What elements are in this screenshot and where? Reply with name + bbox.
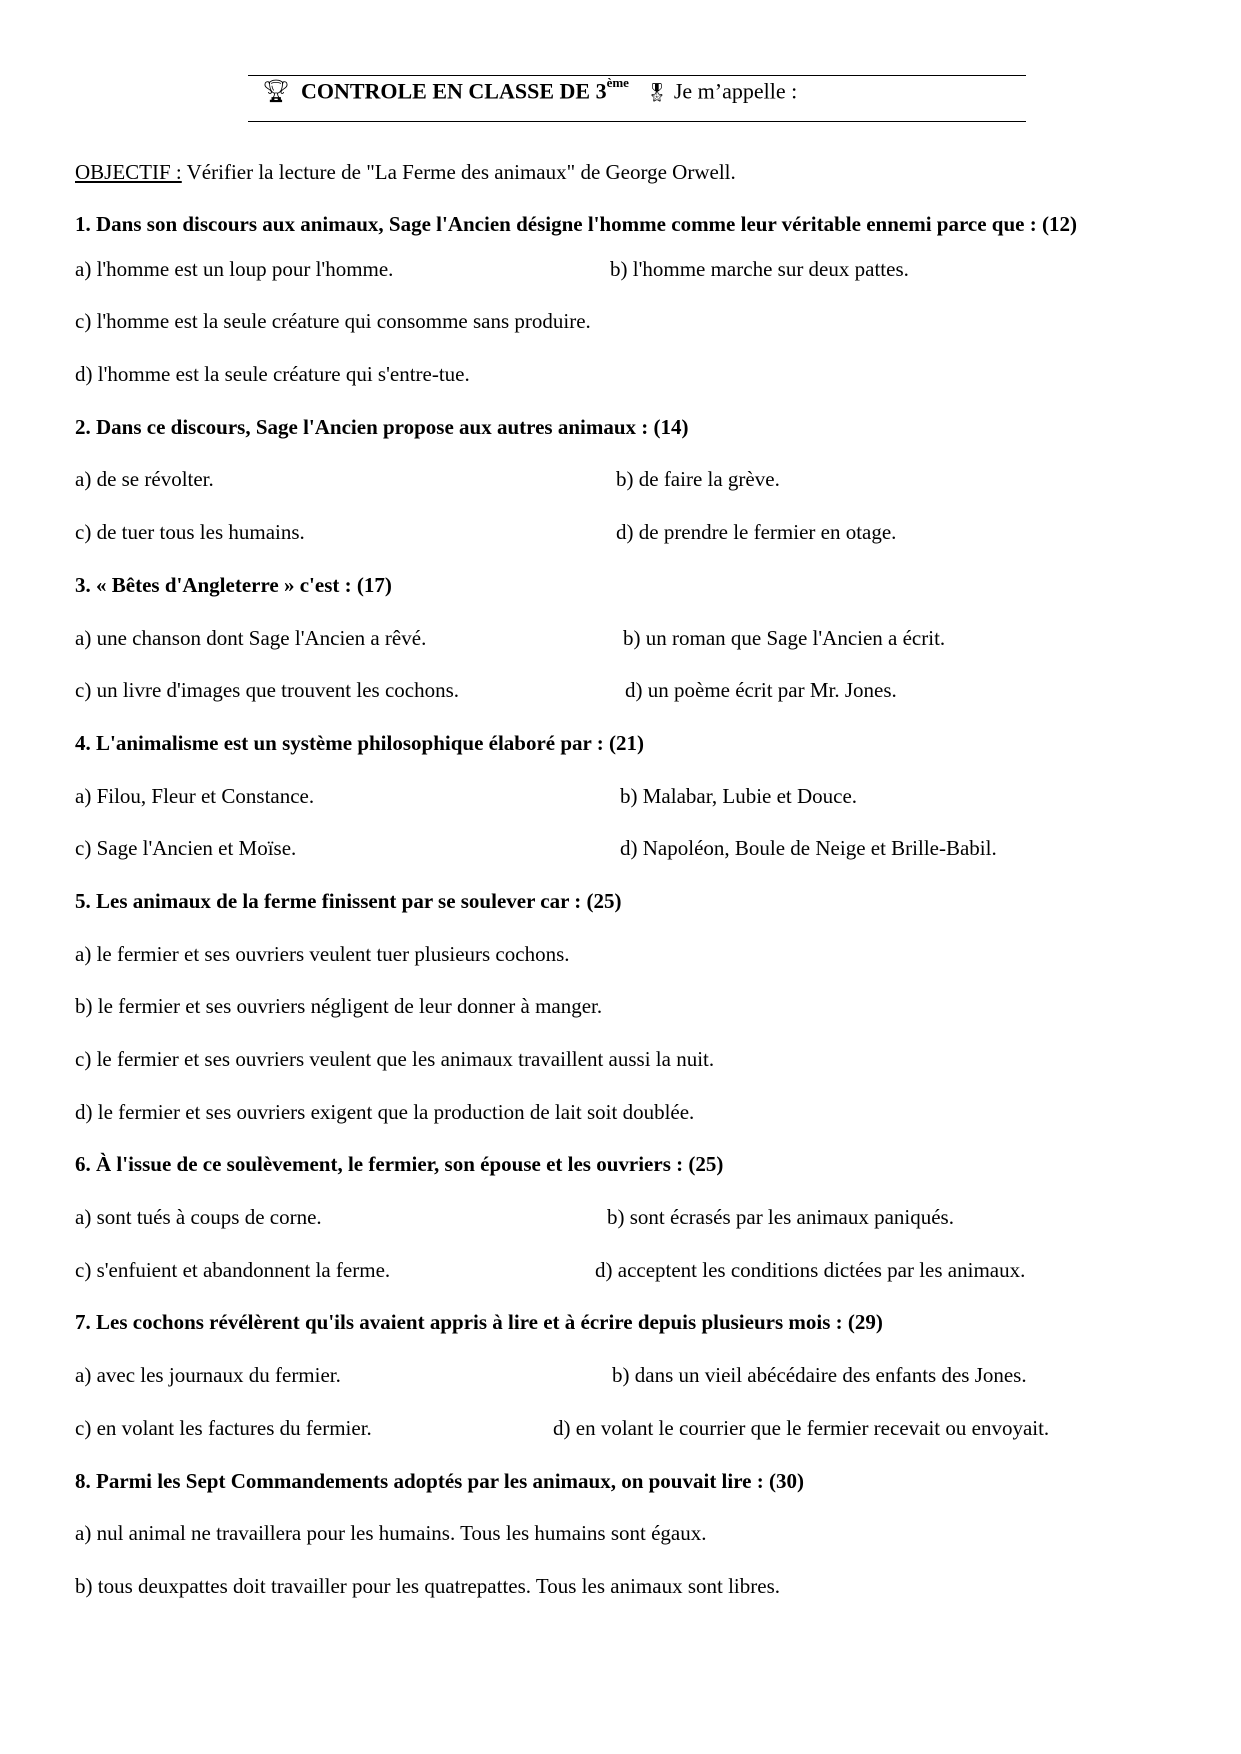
option-b: b) dans un vieil abécédaire des enfants des Jones.: [612, 1363, 1027, 1388]
option-b: b) tous deuxpattes doit travailler pour les quatrepattes. Tous les animaux sont libres.: [75, 1573, 780, 1598]
option-row: [75, 784, 1165, 837]
option-row: [75, 1258, 1165, 1311]
option-b: b) le fermier et ses ouvriers négligent de leur donner à manger.: [75, 994, 603, 1019]
option-c: c) le fermier et ses ouvriers veulent que les animaux travaillent aussi la nuit.: [75, 1047, 715, 1071]
question-5: 5. Les animaux de la ferme finissent par se soulever car : (25): [75, 888, 622, 913]
medal-icon: 🎖︎: [645, 82, 669, 103]
question-6: 6. À l'issue de ce soulèvement, le fermier, son épouse et les ouvriers : (25): [75, 1152, 724, 1177]
question-2: 2. Dans ce discours, Sage l'Ancien propose aux autres animaux : (14): [75, 414, 689, 439]
option-row: [75, 1205, 1165, 1258]
option-row: [75, 467, 1165, 520]
option-a: a) le fermier et ses ouvriers veulent tuer plusieurs cochons.: [75, 941, 570, 966]
exam-content: [75, 160, 1165, 1627]
option-d: d) le fermier et ses ouvriers exigent que la production de lait soit doublée.: [75, 1099, 695, 1124]
option-b: b) l'homme marche sur deux pattes.: [610, 256, 909, 281]
option-b: b) de faire la grève.: [616, 467, 780, 492]
option-b: b) sont écrasés par les animaux paniqués.: [607, 1205, 954, 1230]
header-top-rule: [248, 75, 1026, 76]
option-row: [75, 678, 1165, 731]
option-d: d) acceptent les conditions dictées par les animaux.: [595, 1257, 1026, 1282]
option-c: c) un livre d'images que trouvent les cochons.: [75, 678, 460, 703]
question-3: 3. « Bêtes d'Angleterre » c'est : (17): [75, 572, 392, 597]
header-bottom-rule: [248, 121, 1026, 122]
objective: [75, 160, 1165, 213]
option-row: [75, 257, 1165, 310]
option-c: c) de tuer tous les humains.: [75, 520, 305, 545]
option-a: a) de se révolter.: [75, 467, 214, 492]
option-d: d) l'homme est la seule créature qui s'entre-tue.: [75, 362, 470, 387]
question-8: 8. Parmi les Sept Commandements adoptés par les animaux, on pouvait lire : (30): [75, 1468, 804, 1493]
option-c: c) l'homme est la seule créature qui consomme sans produire.: [75, 309, 591, 334]
option-d: d) de prendre le fermier en otage.: [616, 520, 897, 545]
exam-title: CONTROLE EN CLASSE DE 3: [300, 78, 607, 104]
option-row: [75, 520, 1165, 573]
exam-title-sup: ème: [606, 75, 629, 90]
option-c: c) Sage l'Ancien et Moïse.: [75, 836, 297, 861]
option-d: d) en volant le courrier que le fermier recevait ou envoyait.: [553, 1415, 1050, 1440]
option-row: [75, 1416, 1165, 1469]
option-c: c) s'enfuient et abandonnent la ferme.: [75, 1257, 391, 1282]
option-a: a) une chanson dont Sage l'Ancien a rêvé.: [75, 625, 427, 650]
option-row: [75, 1363, 1165, 1416]
option-a: a) Filou, Fleur et Constance.: [75, 783, 315, 808]
question-4: 4. L'animalisme est un système philosophique élaboré par : (21): [75, 730, 644, 755]
option-row: [75, 836, 1165, 889]
option-row: [75, 626, 1165, 679]
option-d: d) un poème écrit par Mr. Jones.: [625, 678, 897, 703]
objective-text: Vérifier la lecture de "La Ferme des animaux" de George Orwell.: [181, 160, 736, 184]
option-b: b) Malabar, Lubie et Douce.: [620, 783, 858, 808]
option-a: a) sont tués à coups de corne.: [75, 1205, 322, 1230]
trophy-icon: 🏆︎: [262, 78, 290, 104]
option-d: d) Napoléon, Boule de Neige et Brille-Babil.: [620, 836, 997, 861]
question-1: 1. Dans son discours aux animaux, Sage l'Ancien désigne l'homme comme leur véritable ennemi parce que : (12): [75, 211, 1077, 236]
option-c: c) en volant les factures du fermier.: [75, 1415, 372, 1440]
option-a: a) avec les journaux du fermier.: [75, 1363, 341, 1388]
question-7: 7. Les cochons révélèrent qu'ils avaient appris à lire et à écrire depuis plusieurs mois : (29): [75, 1310, 883, 1335]
header: [262, 75, 798, 104]
option-a: a) l'homme est un loup pour l'homme.: [75, 256, 394, 281]
option-a: a) nul animal ne travaillera pour les humains. Tous les humains sont égaux.: [75, 1521, 707, 1546]
name-label: Je m’appelle :: [673, 78, 798, 104]
option-b: b) un roman que Sage l'Ancien a écrit.: [623, 625, 946, 650]
objective-label: OBJECTIF :: [75, 160, 182, 184]
